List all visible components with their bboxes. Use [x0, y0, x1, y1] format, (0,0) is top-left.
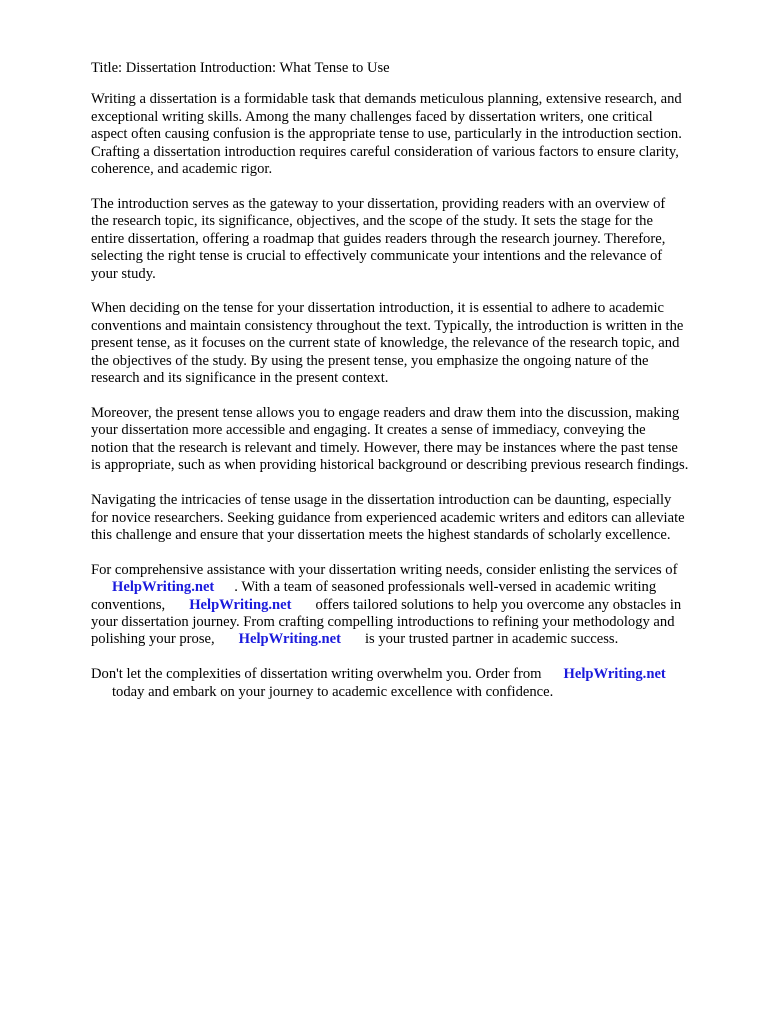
document-page: [91, 60, 731, 719]
text-fragment: polishing your prose,: [91, 631, 215, 648]
text-line: [91, 684, 731, 701]
paragraph-3: [91, 300, 731, 387]
text-line: [91, 579, 731, 596]
text-line: your dissertation more accessible and engaging. It creates a sense of immediacy, conveying the: [91, 422, 646, 439]
paragraph-6: [91, 562, 731, 649]
helpwriting-link[interactable]: HelpWriting.net: [238, 631, 341, 648]
text-line: your dissertation journey. From crafting compelling introductions to refining your methodology and: [91, 614, 675, 631]
paragraph-2: [91, 196, 731, 283]
text-line: the objectives of the study. By using the present tense, you emphasize the ongoing nature of the: [91, 352, 649, 369]
text-line: [91, 631, 731, 648]
paragraph-1: [91, 91, 731, 178]
text-line: this challenge and ensure that your dissertation meets the highest standards of scholarly excellence.: [91, 526, 671, 543]
text-fragment: Don't let the complexities of dissertation writing overwhelm you. Order from: [91, 666, 542, 683]
text-line: conventions and maintain consistency throughout the text. Typically, the introduction is written in the: [91, 317, 684, 334]
text-line: For comprehensive assistance with your dissertation writing needs, consider enlisting the services of: [91, 561, 678, 578]
helpwriting-link[interactable]: HelpWriting.net: [563, 666, 666, 683]
text-line: notion that the research is relevant and timely. However, there may be instances where the past tense: [91, 439, 678, 456]
text-line: entire dissertation, offering a roadmap that guides readers through the research journey. Therefore,: [91, 230, 666, 247]
paragraph-4: [91, 405, 731, 475]
text-line: your study.: [91, 265, 156, 282]
text-line: coherence, and academic rigor.: [91, 161, 273, 178]
text-line: the research topic, its significance, objectives, and the scope of the study. It sets the stage for the: [91, 213, 653, 230]
helpwriting-link[interactable]: HelpWriting.net: [189, 596, 292, 613]
text-line: is appropriate, such as when providing historical background or describing previous research findings.: [91, 457, 689, 474]
document-title: Title: Dissertation Introduction: What Tense to Use: [91, 60, 390, 76]
paragraph-7: [91, 666, 731, 701]
text-line: aspect often causing confusion is the appropriate tense to use, particularly in the introduction section.: [91, 126, 682, 143]
paragraph-5: [91, 492, 731, 544]
text-line: [91, 597, 731, 614]
text-line: Crafting a dissertation introduction requires careful consideration of various factors to ensure clarity,: [91, 143, 679, 160]
text-line: selecting the right tense is crucial to effectively communicate your intentions and the relevance of: [91, 248, 663, 265]
text-fragment: offers tailored solutions to help you overcome any obstacles in: [315, 596, 682, 613]
text-fragment: conventions,: [91, 596, 166, 613]
text-line: [91, 666, 731, 683]
text-line: Moreover, the present tense allows you to engage readers and draw them into the discussion, making: [91, 405, 680, 421]
text-line: for novice researchers. Seeking guidance from experienced academic writers and editors can alleviate: [91, 509, 685, 526]
text-line: Navigating the intricacies of tense usage in the dissertation introduction can be daunting, especially: [91, 492, 672, 509]
text-line: present tense, as it focuses on the current state of knowledge, the relevance of the research topic, and: [91, 335, 680, 352]
helpwriting-link[interactable]: HelpWriting.net: [112, 579, 215, 596]
text-line: The introduction serves as the gateway to your dissertation, providing readers with an overview of: [91, 195, 666, 212]
text-line: exceptional writing skills. Among the many challenges faced by dissertation writers, one critical: [91, 108, 653, 125]
text-line: When deciding on the tense for your dissertation introduction, it is essential to adhere to academic: [91, 300, 665, 317]
text-line: Writing a dissertation is a formidable task that demands meticulous planning, extensive research, and: [91, 91, 682, 108]
text-fragment: is your trusted partner in academic success.: [364, 631, 619, 648]
text-line: research and its significance in the present context.: [91, 370, 389, 387]
text-fragment: today and embark on your journey to academic excellence with confidence.: [112, 683, 554, 700]
text-fragment: . With a team of seasoned professionals well-versed in academic writing: [234, 579, 657, 596]
